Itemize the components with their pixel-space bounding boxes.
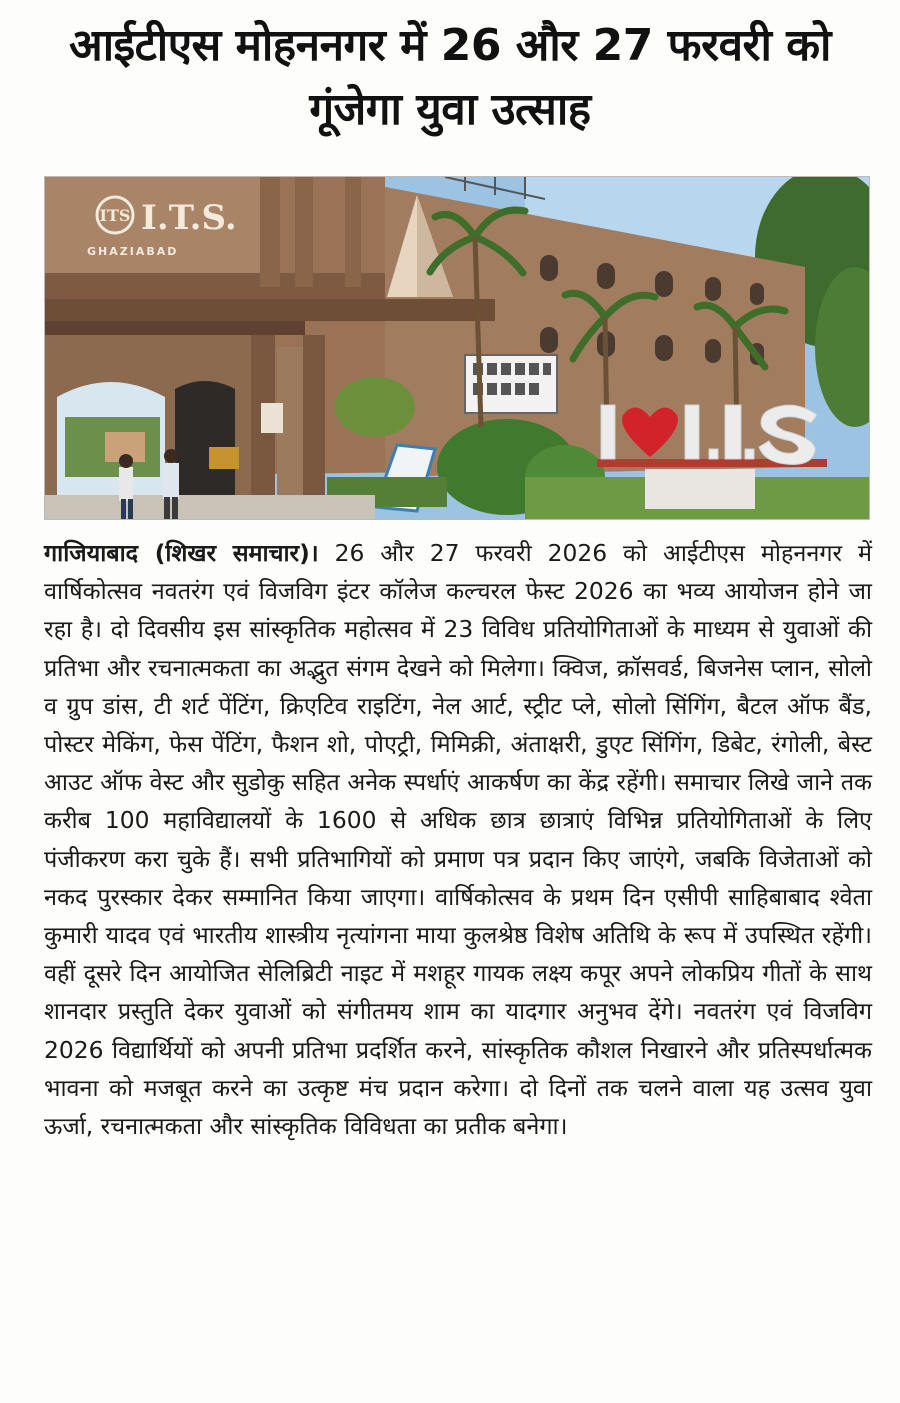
its-logo-subtext: GHAZIABAD (87, 245, 179, 258)
article-body (44, 534, 872, 1145)
article-text: 26 और 27 फरवरी 2026 को आईटीएस मोहननगर में वार्षिकोत्सव नवतरंग एवं विजविग इंटर कॉलेज कल्चरल फेस्ट 2026 का भव्य आयोजन होने जा रहा है। दो दिवसीय इस सांस्कृतिक महोत्सव में 23 विविध प्रतियोगिताओं के माध्यम से युवाओं की प्रतिभा और रचनात्मकता का अद्भुत संगम देखने को मिलेगा। क्विज, क्रॉसवर्ड, बिजनेस प्लान, सोलो व ग्रुप डांस, टी शर्ट पेंटिंग, क्रिएटिव राइटिंग, नेल आर्ट, स्ट्रीट प्ले, सोलो सिंगिंग, बैटल ऑफ बैंड, पोस्टर मेकिंग, फेस पेंटिंग, फैशन शो, पोएट्री, मिमिक्री, अंताक्षरी, डुएट सिंगिंग, डिबेट, रंगोली, बेस्ट आउट ऑफ वेस्ट और सुडोकु सहित अनेक स्पर्धाएं आकर्षण का केंद्र रहेंगी। समाचार लिखे जाने तक करीब 100 महाविद्यालयों के 1600 से अधिक छात्र छात्राएं विभिन्न प्रतियोगिताओं के लिए पंजीकरण करा चुके हैं। सभी प्रतिभागियों को प्रमाण पत्र प्रदान किए जाएंगे, जबकि विजेताओं को नकद पुरस्कार देकर सम्मानित किया जाएगा। वार्षिकोत्सव के प्रथम दिन एसीपी साहिबाबाद श्वेता कुमारी यादव एवं भारतीय शास्त्रीय नृत्यांगना माया कुलश्रेष्ठ विशेष अतिथि के रूप में उपस्थित रहेंगी। वहीं दूसरे दिन आयोजित सेलिब्रिटी नाइट में मशहूर गायक लक्ष्य कपूर अपने लोकप्रिय गीतों के साथ शानदार प्रस्तुति देकर युवाओं को संगीतमय शाम का यादगार अनुभव देंगे। नवतरंग एवं विजविग 2026 विद्यार्थियों को अपनी प्रतिभा प्रदर्शित करने, सांस्कृतिक कौशल निखारने और प्रतिस्पर्धात्मक भावना को मजबूत करने का उत्कृष्ट मंच प्रदान करेगा। दो दिनों तक चलने वाला यह उत्सव युवा ऊर्जा, रचनात्मकता और सांस्कृतिक विविधता का प्रतीक बनेगा। (44, 539, 872, 1141)
article-dateline: गाजियाबाद (शिखर समाचार)। (44, 539, 319, 567)
headline: आईटीएस मोहननगर में 26 और 27 फरवरी को गूंजेगा युवा उत्साह (69, 20, 831, 135)
svg-text:ITS: ITS (99, 206, 131, 225)
campus-photo (44, 176, 870, 520)
its-logo-text: I.T.S. (141, 198, 237, 238)
